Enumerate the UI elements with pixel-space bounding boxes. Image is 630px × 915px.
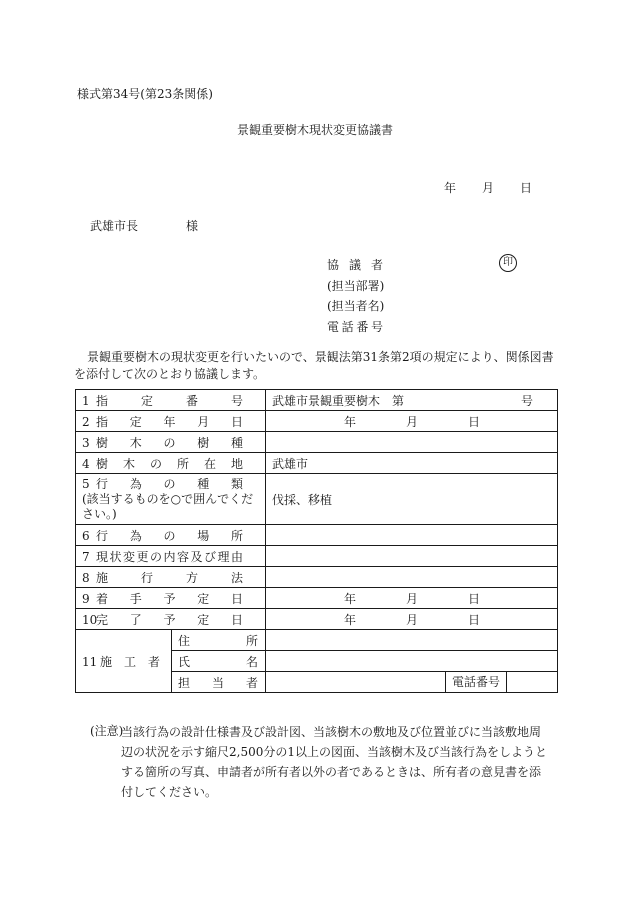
recipient-name: 武雄市長 [90, 219, 139, 233]
table-row [76, 474, 558, 525]
row-label-action-type: 5 行為の種類 (該当するものを○で囲んでください。) [76, 474, 266, 525]
contractor-phone-field[interactable]: 電話番号 [446, 672, 558, 693]
note-text: 当該行為の設計仕様書及び設計図、当該樹木の敷地及び位置並びに当該敷地周辺の状況を示す縮尺2,500分の1以上の図面、当該樹木及び当該行為をしようとする箇所の写真、申請者が所有者以外の者であるときは、所有者の意見書を添付してください。 [121, 725, 547, 799]
contractor-contact-field[interactable] [266, 672, 446, 693]
table-row [76, 453, 558, 474]
table-row [76, 588, 558, 609]
contractor-name-field[interactable] [266, 651, 558, 672]
row-label-completion-date: 10完了予定日 [76, 609, 266, 630]
consultation-table [75, 389, 558, 693]
applicant-phone-label: 電話番号 [327, 319, 383, 334]
contractor-address-label: 住所 [172, 630, 266, 651]
applicant-person: (担当者名) [327, 299, 385, 313]
row-label-change-reason: 7 現状変更の内容及び理由 [76, 546, 266, 567]
designation-date-field[interactable]: 年 月 日 [266, 411, 558, 432]
start-date-field[interactable]: 年 月 日 [266, 588, 558, 609]
applicant-block [327, 255, 384, 337]
contractor-name-label: 氏名 [172, 651, 266, 672]
designation-number-field[interactable]: 武雄市景観重要樹木 第 号 [266, 390, 558, 411]
action-type-note: (該当するものを○で囲んでください。) [82, 491, 254, 521]
date-line [444, 179, 532, 196]
row-label-start-date: 9 着手予定日 [76, 588, 266, 609]
table-row [76, 411, 558, 432]
action-place-field[interactable] [266, 525, 558, 546]
table-row [76, 525, 558, 546]
table-row [76, 630, 558, 651]
row-label-tree-location: 4 樹木の所在地 [76, 453, 266, 474]
applicant-label: 協議者 [327, 258, 383, 272]
applicant-department: (担当部署) [327, 278, 385, 293]
tree-location-field[interactable]: 武雄市 [266, 453, 558, 474]
method-field[interactable] [266, 567, 558, 588]
form-number: 様式第34号(第23条関係) [77, 87, 213, 101]
completion-date-field[interactable]: 年 月 日 [266, 609, 558, 630]
tree-species-field[interactable] [266, 432, 558, 453]
row-label-method: 8 施行方法 [76, 567, 266, 588]
note-label: (注意) [90, 724, 124, 738]
action-type-field[interactable]: 伐採、移植 [266, 474, 558, 525]
recipient-honorific: 様 [186, 219, 199, 233]
seal-mark: 印 [499, 254, 517, 272]
body-paragraph: 景観重要樹木の現状変更を行いたいので、景観法第31条第2項の規定により、関係図書を添付して次のとおり協議します。 [74, 350, 554, 381]
date-month-label: 月 [482, 181, 495, 195]
table-row [76, 546, 558, 567]
table-row [76, 432, 558, 453]
row-label-action-place: 6 行為の場所 [76, 525, 266, 546]
document-title: 景観重要樹木現状変更協議書 [236, 123, 393, 137]
change-reason-field[interactable] [266, 546, 558, 567]
row-label-designation-date: 2 指定年月日 [76, 411, 266, 432]
row-label-designation-number: 1 指定番号 [76, 390, 266, 411]
table-row [76, 609, 558, 630]
contractor-address-field[interactable] [266, 630, 558, 651]
date-year-label: 年 [444, 181, 457, 195]
row-label-contractor: 11 施工者 [76, 630, 172, 693]
row-label-tree-species: 3 樹木の樹種 [76, 432, 266, 453]
date-day-label: 日 [520, 181, 533, 195]
contractor-contact-label: 担当者 [172, 672, 266, 693]
table-row [76, 390, 558, 411]
table-row [76, 567, 558, 588]
recipient [90, 217, 198, 234]
